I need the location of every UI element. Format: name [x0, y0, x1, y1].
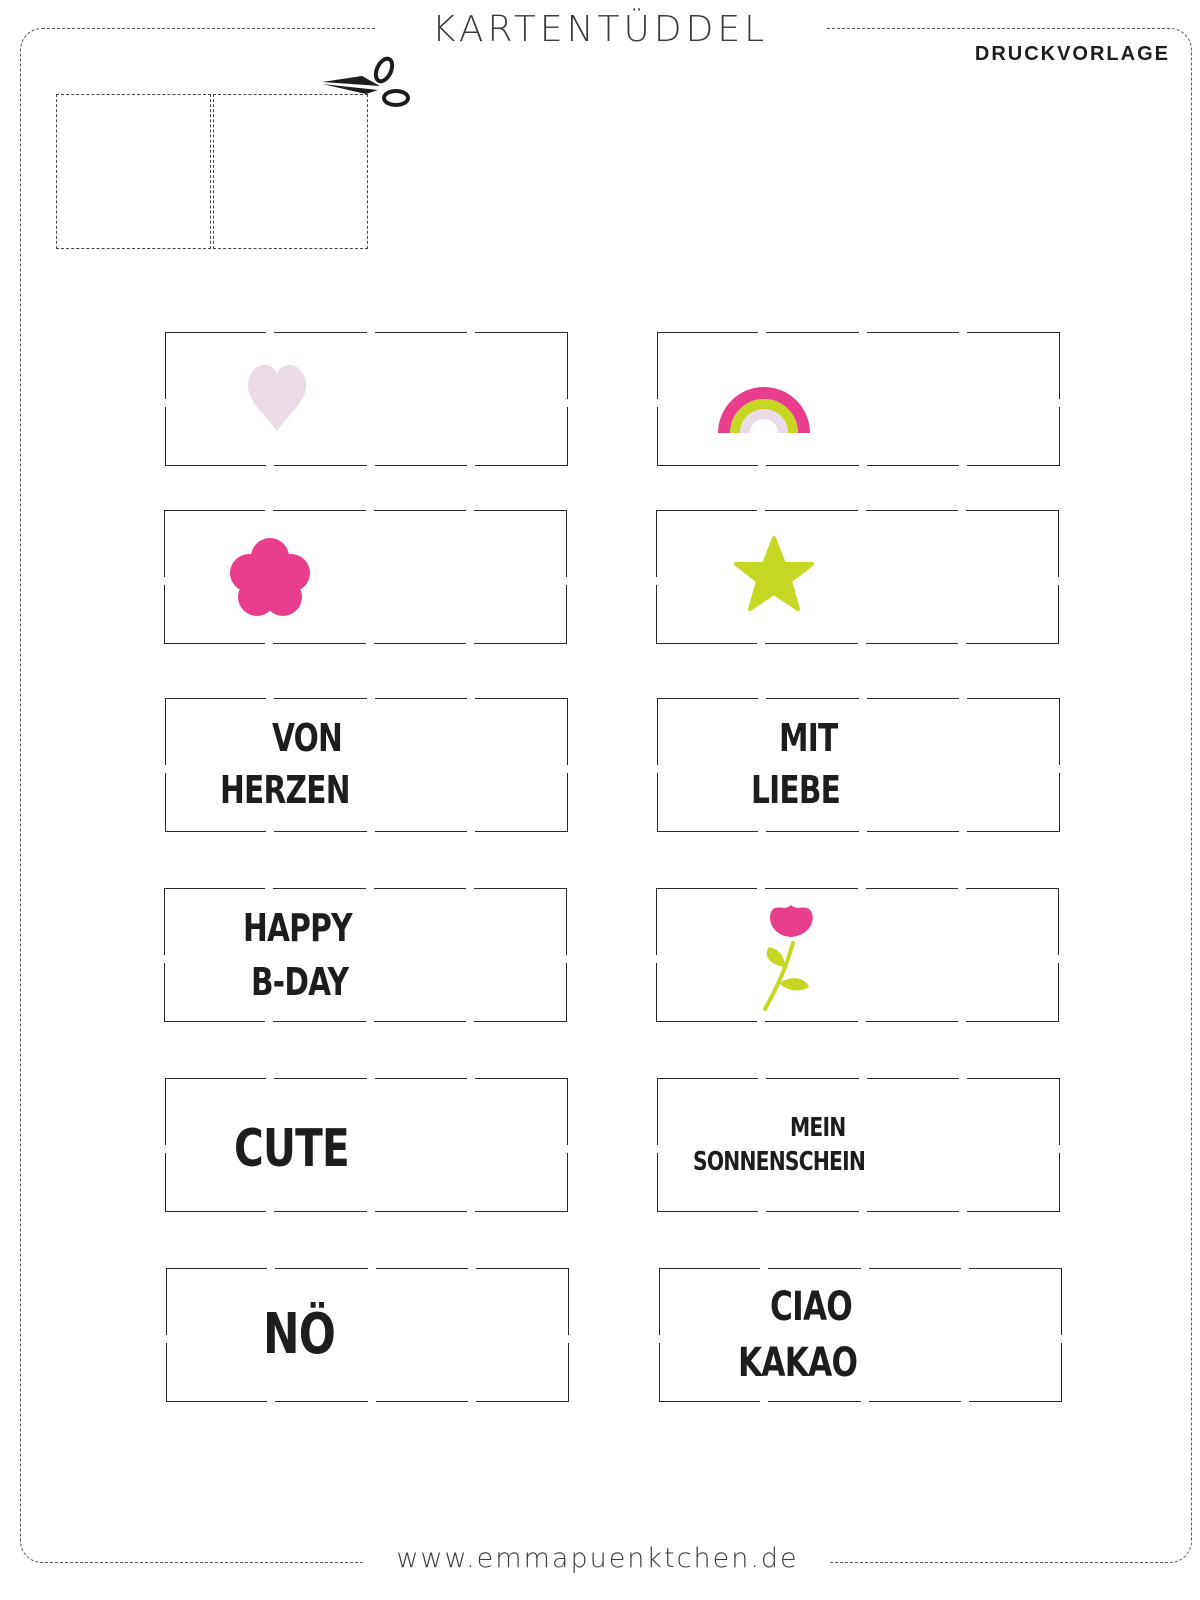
cut-mark: [467, 1211, 475, 1213]
cut-mark: [366, 643, 374, 645]
page-title: KARTENTÜDDEL: [431, 9, 769, 50]
cut-mark: [757, 1021, 765, 1023]
cut-mark: [567, 765, 569, 773]
cut-mark: [959, 465, 967, 467]
card-line-2: SONNENSCHEIN: [693, 1147, 866, 1177]
card-cute: [165, 1078, 568, 1212]
card-star: [656, 510, 1059, 644]
cut-mark: [758, 1211, 766, 1213]
card-line-2: KAKAO: [738, 1340, 858, 1386]
cut-mark: [959, 332, 967, 334]
cut-mark: [657, 765, 659, 773]
cut-mark: [859, 698, 867, 700]
card-happy-bday: [164, 888, 567, 1022]
cut-mark: [959, 831, 967, 833]
cut-mark: [859, 831, 867, 833]
cut-mark: [164, 955, 166, 963]
card-line-1: CIAO: [770, 1284, 853, 1330]
cut-mark: [958, 1021, 966, 1023]
cut-mark: [1059, 1145, 1061, 1153]
cut-mark: [657, 1145, 659, 1153]
cut-mark: [859, 332, 867, 334]
cut-mark: [367, 831, 375, 833]
cut-mark: [467, 698, 475, 700]
card-flower: [164, 510, 567, 644]
cut-mark: [265, 1021, 273, 1023]
cut-mark: [468, 1268, 476, 1270]
cut-mark: [267, 1401, 275, 1403]
cut-mark: [961, 1401, 969, 1403]
cut-mark: [467, 1078, 475, 1080]
cut-mark: [758, 465, 766, 467]
cut-mark: [958, 510, 966, 512]
cut-mark: [858, 510, 866, 512]
fold-template-right: [213, 94, 368, 249]
cut-mark: [468, 1401, 476, 1403]
cut-mark: [659, 1335, 661, 1343]
cut-mark: [265, 643, 273, 645]
card-line-1: HAPPY: [243, 906, 352, 950]
card-line-1: VON: [272, 716, 343, 760]
cut-mark: [265, 510, 273, 512]
cut-mark: [467, 465, 475, 467]
cut-mark: [265, 888, 273, 890]
cut-mark: [368, 1268, 376, 1270]
cut-mark: [366, 510, 374, 512]
cut-mark: [164, 577, 166, 585]
cut-mark: [566, 577, 568, 585]
flower-icon: [227, 535, 313, 621]
card-tulip: [656, 888, 1059, 1022]
cut-mark: [958, 888, 966, 890]
cut-mark: [859, 1211, 867, 1213]
cut-mark: [959, 698, 967, 700]
cut-mark: [758, 332, 766, 334]
cut-mark: [467, 831, 475, 833]
cut-mark: [267, 1268, 275, 1270]
cut-mark: [266, 1078, 274, 1080]
card-mein-sonnenschein: [657, 1078, 1060, 1212]
cut-mark: [758, 831, 766, 833]
cut-mark: [467, 332, 475, 334]
card-line-2: B-DAY: [251, 960, 349, 1004]
cut-mark: [567, 1145, 569, 1153]
cut-mark: [368, 1401, 376, 1403]
footer-url: www.emmapuenktchen.de: [396, 1543, 799, 1574]
cut-mark: [757, 510, 765, 512]
card-heart: [165, 332, 568, 466]
rainbow-icon: [714, 363, 814, 435]
cut-mark: [266, 332, 274, 334]
cut-mark: [366, 1021, 374, 1023]
cut-mark: [367, 1078, 375, 1080]
card-line-1: CUTE: [234, 1119, 349, 1179]
card-line-1: MIT: [779, 716, 838, 760]
cut-mark: [861, 1268, 869, 1270]
cut-mark: [165, 399, 167, 407]
cut-mark: [165, 765, 167, 773]
cut-mark: [758, 1078, 766, 1080]
cut-mark: [656, 577, 658, 585]
tulip-icon: [755, 901, 825, 1013]
card-line-2: LIEBE: [751, 768, 841, 812]
cut-mark: [760, 1401, 768, 1403]
cut-mark: [466, 643, 474, 645]
cut-mark: [758, 698, 766, 700]
cut-mark: [858, 888, 866, 890]
card-noe: [166, 1268, 569, 1402]
cut-mark: [266, 831, 274, 833]
corner-label: DRUCKVORLAGE: [974, 43, 1170, 65]
card-rainbow: [657, 332, 1060, 466]
cut-mark: [567, 399, 569, 407]
cut-mark: [466, 1021, 474, 1023]
cut-mark: [266, 698, 274, 700]
cut-mark: [367, 332, 375, 334]
cut-mark: [165, 1145, 167, 1153]
cut-mark: [367, 698, 375, 700]
cut-mark: [568, 1335, 570, 1343]
cut-mark: [367, 465, 375, 467]
cut-mark: [859, 465, 867, 467]
cut-mark: [859, 1078, 867, 1080]
fold-template: [56, 94, 370, 251]
cut-mark: [861, 1401, 869, 1403]
cut-mark: [1058, 955, 1060, 963]
cut-mark: [959, 1211, 967, 1213]
cut-mark: [958, 643, 966, 645]
cut-mark: [858, 643, 866, 645]
cut-mark: [366, 888, 374, 890]
card-line-1: NÖ: [263, 1302, 336, 1367]
cut-mark: [466, 510, 474, 512]
cut-mark: [1059, 765, 1061, 773]
cut-mark: [367, 1211, 375, 1213]
cut-mark: [959, 1078, 967, 1080]
cut-mark: [1058, 577, 1060, 585]
scissors-icon: [322, 54, 418, 114]
cut-mark: [166, 1335, 168, 1343]
card-von-herzen: [165, 698, 568, 832]
cut-mark: [266, 1211, 274, 1213]
cut-mark: [760, 1268, 768, 1270]
star-icon: [733, 535, 815, 613]
cut-mark: [566, 955, 568, 963]
card-ciao-kakao: [659, 1268, 1062, 1402]
cut-mark: [961, 1268, 969, 1270]
cut-mark: [757, 643, 765, 645]
heart-icon: [246, 363, 308, 433]
cut-mark: [466, 888, 474, 890]
cut-mark: [757, 888, 765, 890]
card-line-2: HERZEN: [220, 768, 350, 812]
cut-mark: [656, 955, 658, 963]
cut-mark: [266, 465, 274, 467]
cut-mark: [1059, 399, 1061, 407]
cut-mark: [858, 1021, 866, 1023]
cut-mark: [657, 399, 659, 407]
fold-template-left: [56, 94, 211, 249]
cut-mark: [1061, 1335, 1063, 1343]
card-line-1: MEIN: [790, 1113, 846, 1143]
card-mit-liebe: [657, 698, 1060, 832]
